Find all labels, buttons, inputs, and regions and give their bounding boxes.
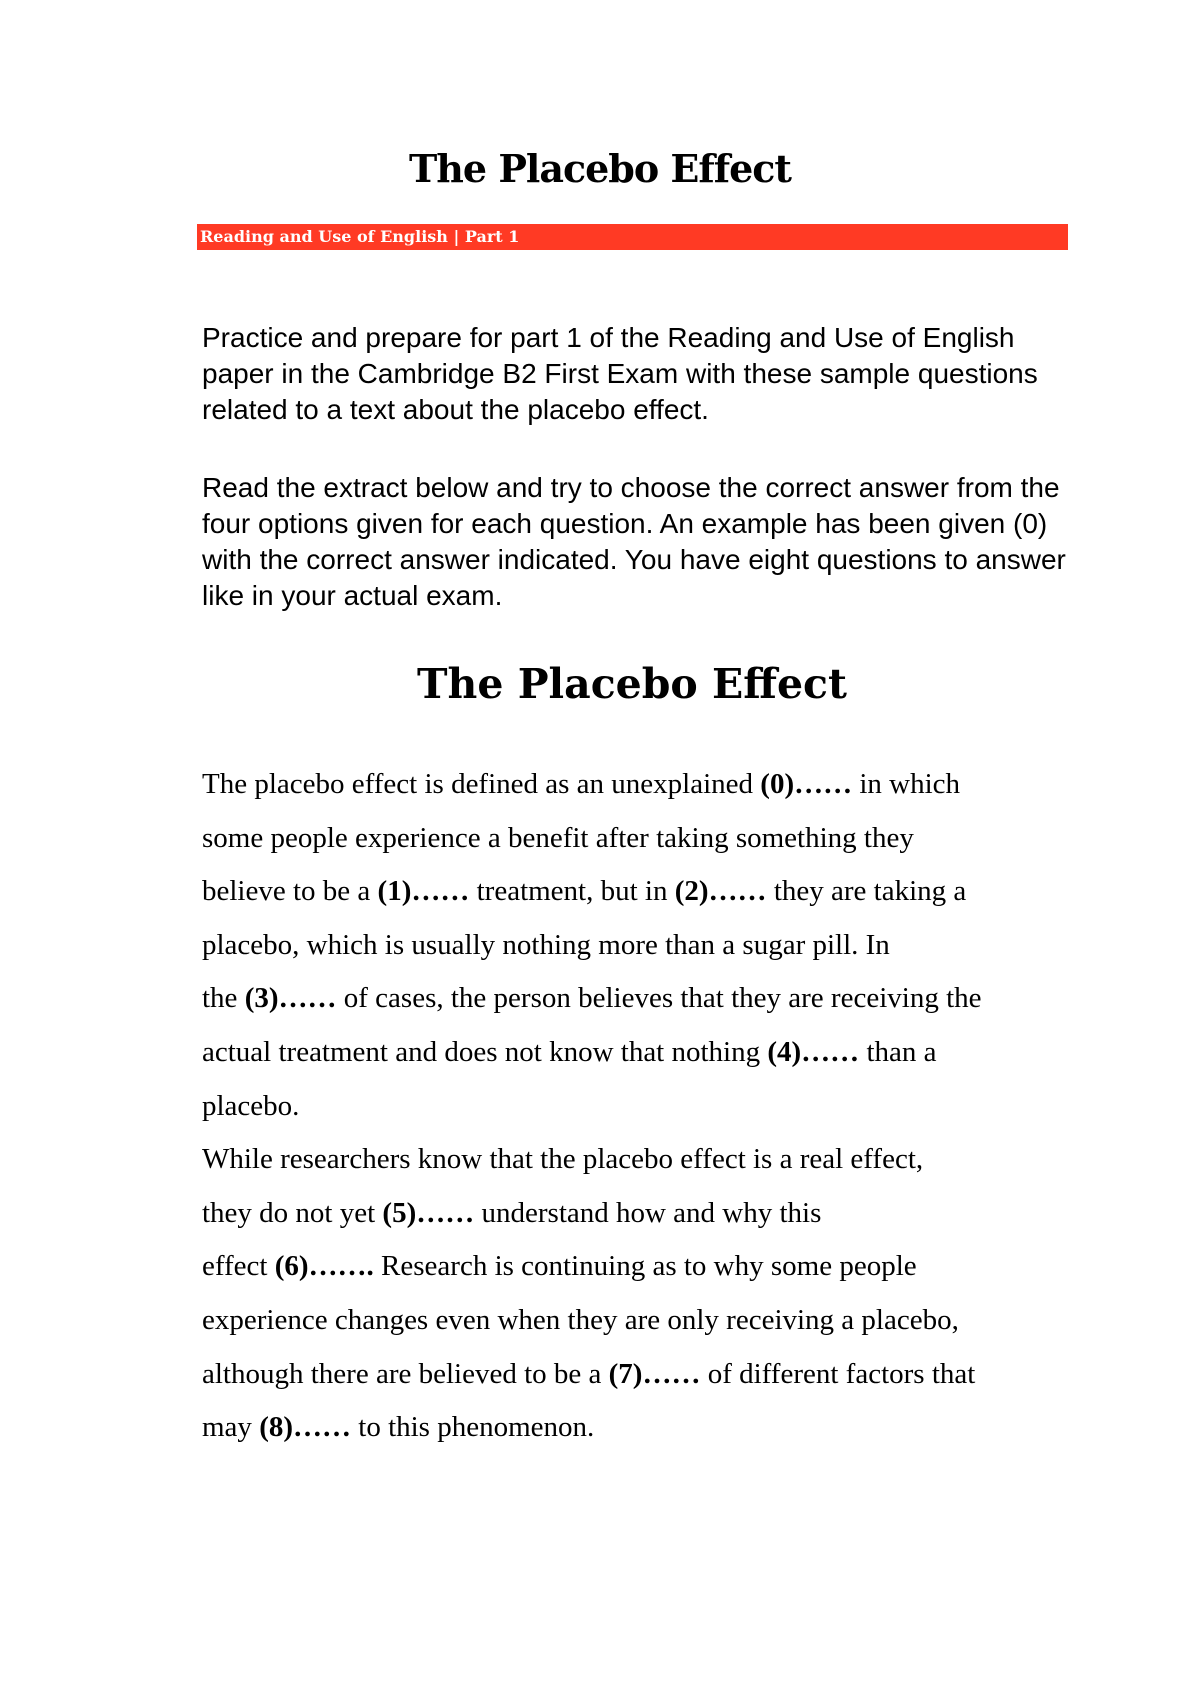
document-title: The Placebo Effect (409, 146, 791, 191)
question-gap: (8)…… (259, 1411, 352, 1444)
question-gap: (3)…… (244, 982, 337, 1015)
question-gap: (7)…… (608, 1357, 701, 1390)
passage-line (202, 919, 1082, 973)
passage-line (202, 1401, 1082, 1455)
passage-line (202, 1133, 1082, 1187)
intro-paragraph-1: Practice and prepare for part 1 of the Reading and Use of English paper in the Cambridge B2 First Exam with these sample questions related to a text about the placebo effect. (202, 322, 1038, 425)
question-gap: (5)…… (382, 1196, 475, 1229)
passage-text-segment: of different factors that (700, 1357, 976, 1390)
passage-line (202, 758, 1082, 812)
passage-line (202, 1294, 1082, 1348)
passage-line (202, 865, 1082, 919)
passage-text-segment: effect (202, 1250, 275, 1283)
passage-text-segment: treatment, but in (469, 875, 675, 908)
passage-text-segment: experience changes even when they are only receiving a placebo, (202, 1303, 959, 1336)
passage-text-segment: to this phenomenon. (351, 1411, 595, 1444)
passage-text-segment: may (202, 1411, 260, 1444)
passage-text-segment: believe to be a (202, 875, 378, 908)
question-gap: (4)…… (767, 1035, 860, 1068)
passage-text (202, 758, 1082, 1455)
passage-line (202, 1080, 1082, 1134)
passage-text-segment: in which (852, 768, 961, 800)
section-banner: Reading and Use of English | Part 1 (197, 224, 1068, 250)
passage-text-segment: they are taking a (766, 875, 967, 908)
passage-text-segment: placebo, which is usually nothing more than a sugar pill. In (202, 928, 890, 961)
passage-text-segment: The placebo effect is defined as an unexplained (202, 768, 761, 800)
passage-text-segment: actual treatment and does not know that nothing (202, 1035, 768, 1068)
question-gap: (1)…… (377, 875, 470, 908)
passage-text-segment: than a (859, 1035, 937, 1068)
passage-line (202, 1348, 1082, 1402)
passage-text-segment: some people experience a benefit after taking something they (202, 821, 914, 854)
passage-text-segment: although there are believed to be a (202, 1357, 609, 1390)
passage-text-segment: they do not yet (202, 1196, 383, 1229)
passage-line (202, 972, 1082, 1026)
passage-text-segment: the (202, 982, 245, 1015)
passage-text-segment: placebo. (202, 1089, 300, 1122)
passage-text-segment: Research is continuing as to why some people (373, 1250, 917, 1283)
passage-line (202, 1026, 1082, 1080)
intro-paragraph-2: Read the extract below and try to choose the correct answer from the four options given for each question. An example has been given (0) with the correct answer indicated. You have eight questions to answer like in your actual exam. (202, 472, 1066, 611)
passage-line (202, 1187, 1082, 1241)
passage-text-segment: understand how and why this (474, 1196, 822, 1229)
question-gap: (6)……. (274, 1250, 374, 1283)
passage-text-segment: While researchers know that the placebo effect is a real effect, (202, 1143, 924, 1176)
question-gap: (2)…… (674, 875, 767, 908)
passage-line (202, 812, 1082, 866)
passage-line (202, 1240, 1082, 1294)
passage-title: The Placebo Effect (417, 660, 847, 708)
question-gap: (0)…… (760, 768, 853, 800)
passage-text-segment: of cases, the person believes that they are receiving the (336, 982, 982, 1015)
